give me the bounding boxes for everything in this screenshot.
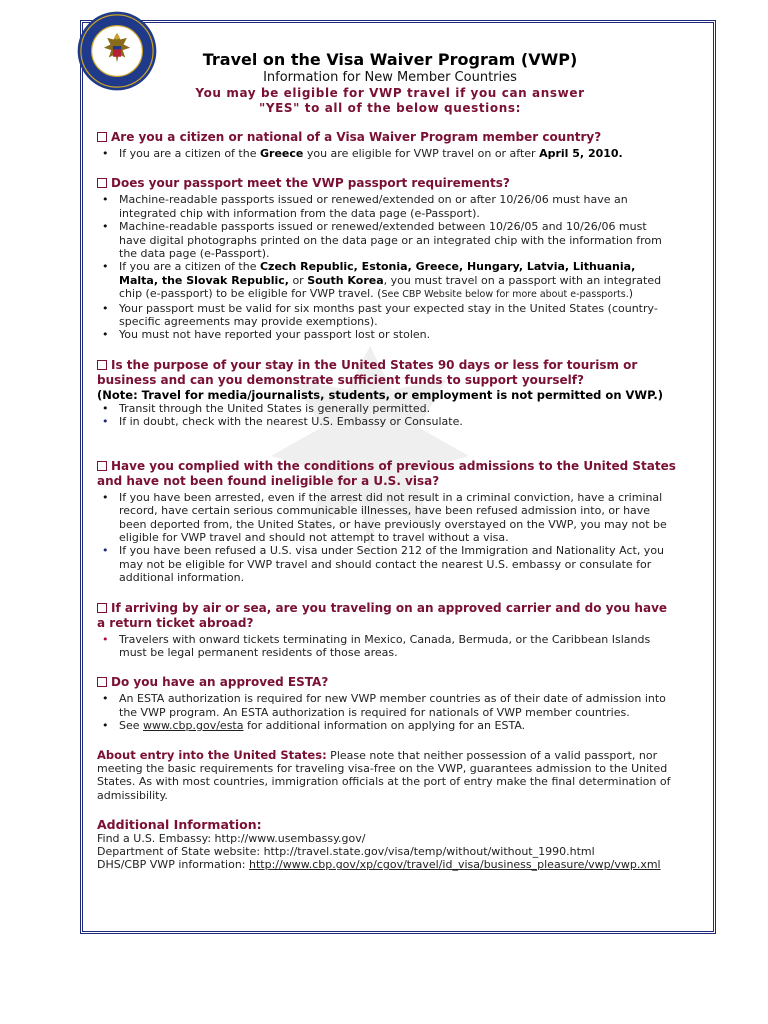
- checkbox-icon[interactable]: [97, 360, 107, 370]
- list-item: • Travelers with onward tickets terminating in Mexico, Canada, Bermuda, or the Caribbean Islands must be legal permanent residents of those areas.: [119, 633, 677, 660]
- note-text: (Note: Travel for media/journalists, students, or employment is not permitted on VWP.): [97, 387, 664, 402]
- additional-information-heading: Additional Information:: [97, 817, 262, 833]
- list-item: • If you are a citizen of the Greece you are eligible for VWP travel on or after April 5, 2010.: [119, 147, 677, 160]
- embassy-line: Find a U.S. Embassy: http://www.usembassy.gov/: [97, 831, 366, 845]
- about-entry-label: About entry into the United States:: [97, 747, 327, 762]
- tagline-line-1: You may be eligible for VWP travel if you can answer: [195, 86, 585, 100]
- list-item: • Machine-readable passports issued or renewed/extended between 10/26/05 and 10/26/06 must have digital photographs printed on the data page or an integrated chip with the information from the data page (e-Passport).: [119, 220, 677, 260]
- question-heading: Is the purpose of your stay in the United States 90 days or less for tourism or business and can you demonstrate sufficient funds to support yourself?: [97, 357, 638, 387]
- about-entry: [97, 749, 677, 803]
- bullet-list: [97, 147, 677, 160]
- bullet-list: [97, 402, 677, 429]
- checkbox-icon[interactable]: [97, 603, 107, 613]
- question-carrier: [97, 601, 677, 660]
- checkbox-icon[interactable]: [97, 132, 107, 142]
- bullet-list: [97, 633, 677, 660]
- page-title: Travel on the Visa Waiver Program (VWP): [202, 50, 578, 69]
- bullet-list: [97, 692, 677, 732]
- list-item: • Your passport must be valid for six months past your expected stay in the United States (country-specific agreements may provide exemptions).: [119, 302, 677, 329]
- list-item: • If you are a citizen of the Czech Republic, Estonia, Greece, Hungary, Latvia, Lithuania, Malta, the Slovak Republic, or South Korea, you must travel on a passport with an integrated chip (e-passport) to be eligible for VWP travel. (See CBP Website below for more about e-passports.): [119, 260, 677, 301]
- tagline-line-2: "YES" to all of the below questions:: [258, 101, 522, 115]
- question-compliance: [97, 459, 677, 585]
- bullet-list: [97, 193, 677, 341]
- esta-link[interactable]: www.cbp.gov/esta: [143, 719, 244, 733]
- list-item: • If you have been refused a U.S. visa under Section 212 of the Immigration and Nationality Act, you may not be eligible for VWP travel and should contact the nearest U.S. embassy or consulate for additional information.: [119, 544, 677, 584]
- list-item: • An ESTA authorization is required for new VWP member countries as of their date of admission into the VWP program. An ESTA authorization is required for nationals of VWP member countries.: [119, 692, 677, 719]
- list-item: • If in doubt, check with the nearest U.S. Embassy or Consulate.: [119, 415, 677, 428]
- list-item: • If you have been arrested, even if the arrest did not result in a criminal conviction, have a criminal record, have certain serious communicable illnesses, have been refused admission into, or have been deported from, the United States, or have previously overstayed on the VWP, you may not be eligible for VWP travel and should not attempt to travel without a visa.: [119, 491, 677, 545]
- state-website-line: Department of State website: http://travel.state.gov/visa/temp/without/without_1990.html: [97, 845, 595, 858]
- eligibility-tagline: [120, 86, 660, 116]
- question-heading: Do you have an approved ESTA?: [97, 675, 677, 690]
- list-item: • See www.cbp.gov/esta for additional information on applying for an ESTA.: [119, 719, 677, 732]
- question-heading: If arriving by air or sea, are you traveling on an approved carrier and do you have a return ticket abroad?: [97, 600, 668, 630]
- cbp-line: DHS/CBP VWP information: http://www.cbp.gov/xp/cgov/travel/id_visa/business_pleasure/vwp/vwp.xml: [97, 858, 661, 872]
- list-item: • You must not have reported your passport lost or stolen.: [119, 328, 677, 341]
- checkbox-icon[interactable]: [97, 677, 107, 687]
- question-citizenship: [97, 130, 677, 160]
- document-body: [97, 130, 677, 872]
- question-esta: [97, 675, 677, 732]
- checkbox-icon[interactable]: [97, 178, 107, 188]
- additional-information: [97, 818, 677, 872]
- list-item: • Machine-readable passports issued or renewed/extended on or after 10/26/06 must have an integrated chip with information from the data page (e-Passport).: [119, 193, 677, 220]
- cbp-vwp-link[interactable]: http://www.cbp.gov/xp/cgov/travel/id_visa/business_pleasure/vwp/vwp.xml: [249, 858, 661, 872]
- question-heading: Does your passport meet the VWP passport requirements?: [97, 176, 677, 191]
- question-purpose: [97, 358, 677, 429]
- page-subtitle: Information for New Member Countries: [263, 70, 517, 85]
- question-passport: [97, 176, 677, 341]
- bullet-list: [97, 491, 677, 585]
- checkbox-icon[interactable]: [97, 461, 107, 471]
- question-heading: Have you complied with the conditions of previous admissions to the United States and have not been found ineligible for a U.S. visa?: [97, 458, 676, 488]
- list-item: • Transit through the United States is generally permitted.: [119, 402, 677, 415]
- about-entry-text: Please note that neither possession of a valid passport, nor meeting the basic requirements for traveling visa-free on the VWP, guarantees admission to the United States. As with most countries, immigration officials at the port of entry make the final determination of admissibility.: [97, 748, 671, 802]
- question-heading: Are you a citizen or national of a Visa Waiver Program member country?: [97, 130, 677, 145]
